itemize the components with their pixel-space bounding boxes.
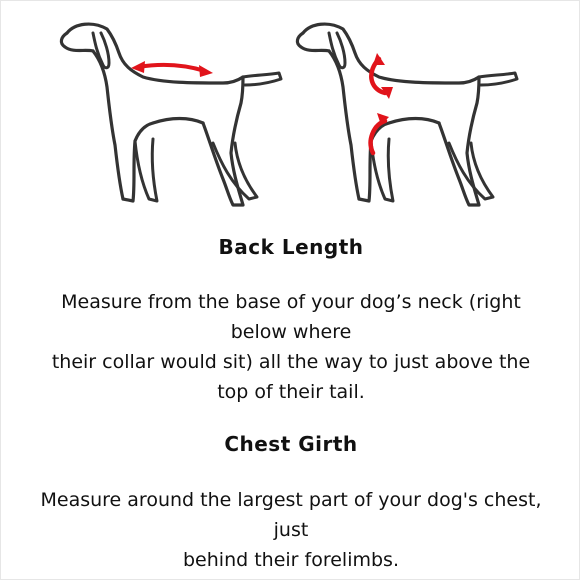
chest-girth-heading: Chest Girth <box>224 432 358 456</box>
text-line: just <box>273 519 309 541</box>
text-line: below where <box>230 321 352 343</box>
dog-chest-girth-icon <box>297 24 517 205</box>
measurement-illustrations <box>1 9 580 219</box>
text-line: Measure from the base of your dog’s neck (right <box>61 291 521 313</box>
back-length-heading: Back Length <box>218 235 364 259</box>
text-line: Measure around the largest part of your dog's chest, <box>40 489 542 511</box>
chest-girth-instructions <box>11 485 571 575</box>
back-length-instructions <box>11 287 571 407</box>
dog-back-length-icon <box>61 24 281 205</box>
text-line: behind their forelimbs. <box>183 549 399 571</box>
text-line: their collar would sit) all the way to just above the <box>51 351 531 373</box>
text-line: top of their tail. <box>217 381 365 403</box>
